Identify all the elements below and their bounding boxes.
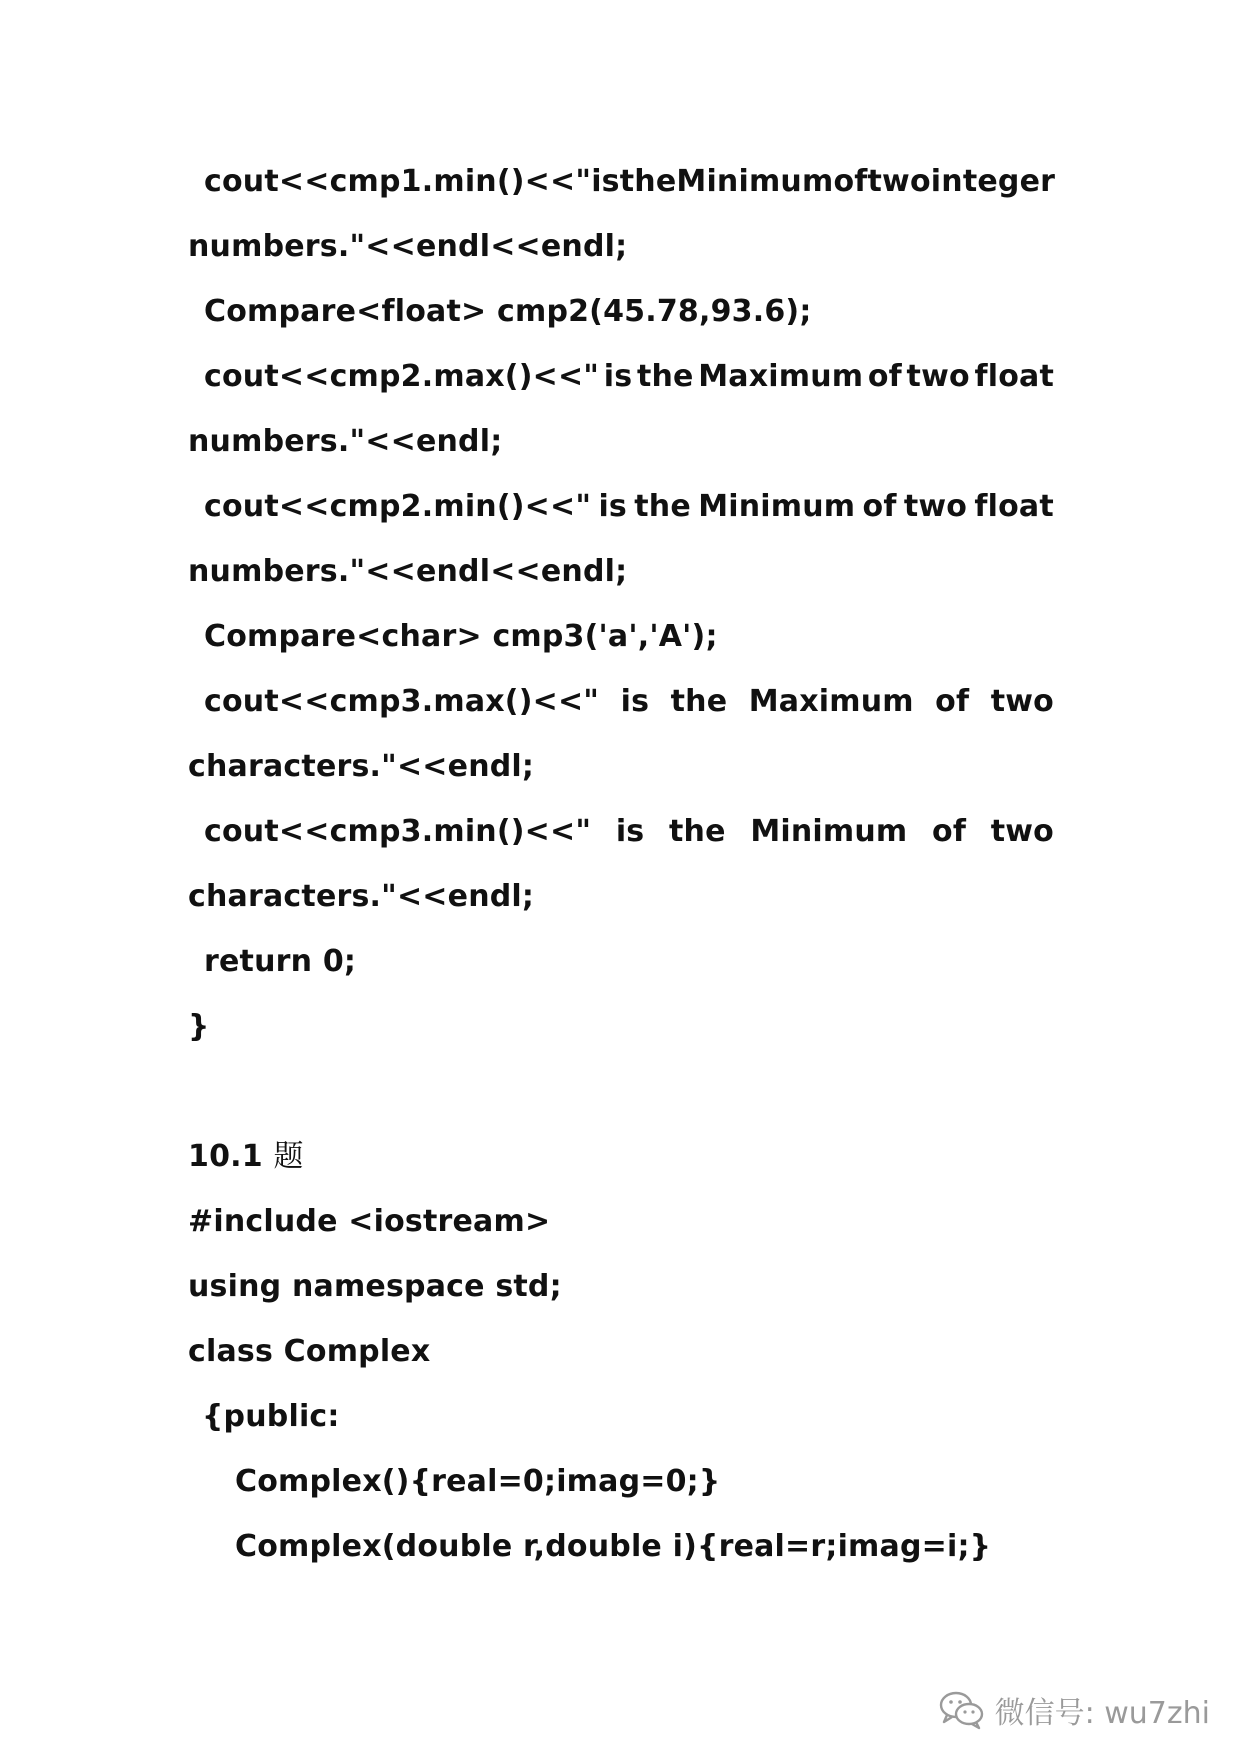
code-token: the [669, 814, 726, 849]
code-line: Complex(){real=0;imag=0;} [235, 1464, 721, 1499]
code-token: is [598, 489, 627, 524]
code-line: return 0; [204, 944, 357, 979]
code-line: characters."<<endl; [188, 879, 535, 914]
code-line: numbers."<<endl; [188, 424, 503, 459]
code-token: Minimum [750, 814, 908, 849]
code-token: two [903, 489, 968, 524]
code-token: Minimum [698, 489, 856, 524]
section-label: 题 [273, 1139, 304, 1174]
code-line: numbers."<<endl<<endl; [188, 554, 628, 589]
code-token: two [990, 814, 1054, 849]
code-token: float [974, 359, 1054, 394]
watermark [939, 1688, 1210, 1732]
code-token: is [620, 684, 650, 719]
code-line-justified [204, 487, 1054, 527]
code-token: is [591, 164, 620, 199]
code-token: of [932, 814, 967, 849]
code-line-justified [204, 682, 1054, 722]
code-line: using namespace std; [188, 1269, 562, 1304]
code-token: two [867, 164, 931, 199]
section-heading [188, 1137, 304, 1177]
code-line: class Complex [188, 1334, 431, 1369]
code-token: Minimum [676, 164, 834, 199]
code-token: the [670, 684, 728, 719]
code-token: the [634, 489, 691, 524]
code-token: two [990, 684, 1054, 719]
code-line: #include <iostream> [188, 1204, 551, 1239]
code-line: numbers."<<endl<<endl; [188, 229, 628, 264]
code-token: cout<<cmp2.min()<<" [204, 489, 592, 524]
code-token: cout<<cmp1.min()<<" [204, 164, 592, 199]
code-token: of [862, 489, 897, 524]
code-line-justified [204, 357, 1054, 397]
code-token: of [867, 359, 902, 394]
code-line-justified [204, 162, 1056, 202]
code-token: cout<<cmp3.min()<<" [204, 814, 592, 849]
code-line: {public: [202, 1399, 340, 1434]
code-token: of [833, 164, 868, 199]
code-token: Maximum [748, 684, 914, 719]
code-token: integer [930, 164, 1056, 199]
code-token: Maximum [698, 359, 864, 394]
code-line: Compare<float> cmp2(45.78,93.6); [204, 294, 812, 329]
code-token: is [615, 814, 645, 849]
code-line: Compare<char> cmp3('a','A'); [204, 619, 718, 654]
code-token: two [906, 359, 970, 394]
code-token: cout<<cmp2.max()<<" [204, 359, 600, 394]
code-token: is [603, 359, 633, 394]
code-line: } [188, 1009, 210, 1044]
wechat-icon [939, 1690, 985, 1730]
code-line-justified [204, 812, 1054, 852]
section-number: 10.1 [188, 1139, 263, 1174]
watermark-text: 微信号: wu7zhi [994, 1696, 1210, 1731]
code-token: the [619, 164, 677, 199]
code-line: Complex(double r,double i){real=r;imag=i;} [235, 1529, 992, 1564]
code-token: cout<<cmp3.max()<<" [204, 684, 600, 719]
code-line: characters."<<endl; [188, 749, 535, 784]
code-token: float [974, 489, 1054, 524]
code-token: the [636, 359, 694, 394]
code-token: of [935, 684, 970, 719]
